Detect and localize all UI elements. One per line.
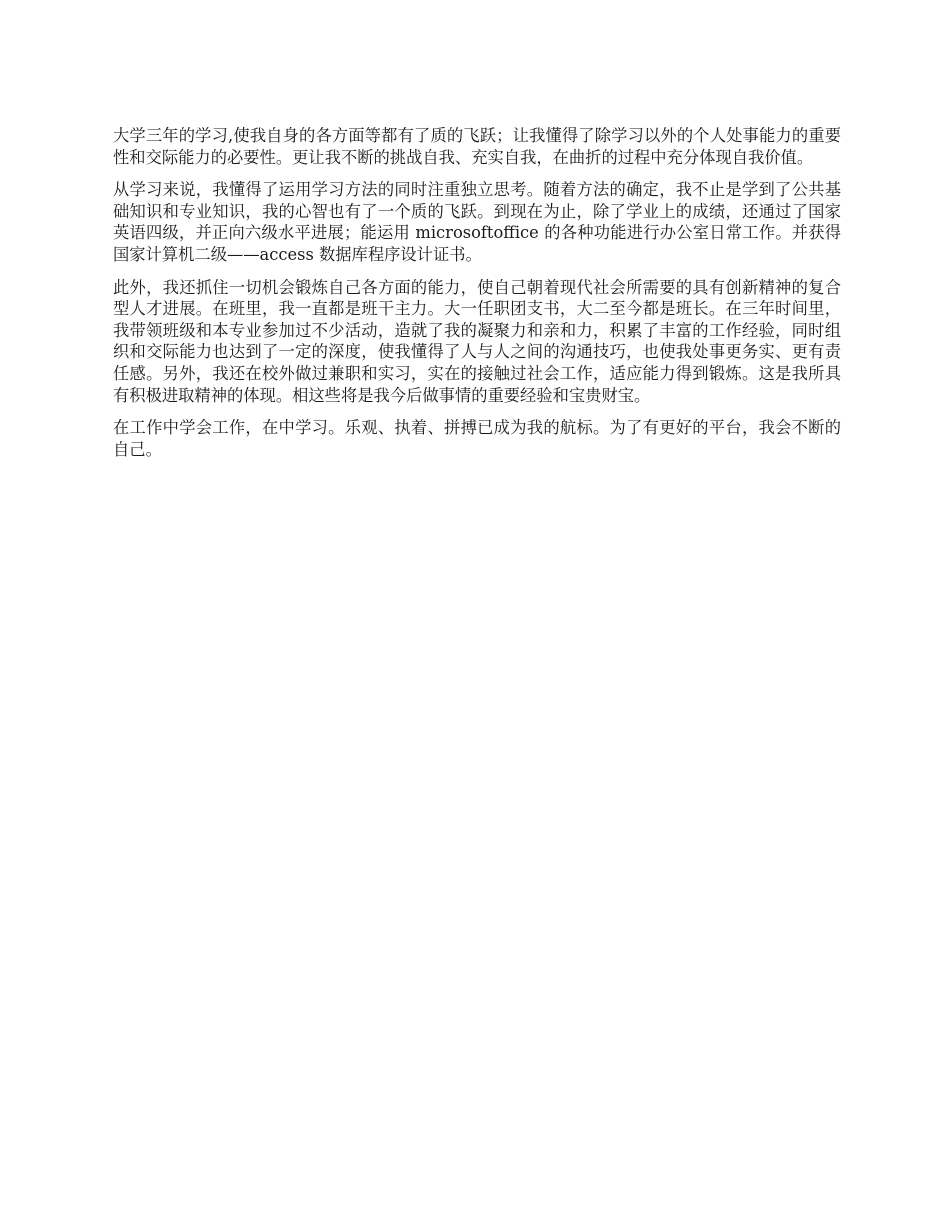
paragraph-3: 此外，我还抓住一切机会锻炼自己各方面的能力，使自己朝着现代社会所需要的具有创新精神的复合型人才进展。在班里，我一直都是班干主力。大一任职团支书，大二至今都是班长。在三年时间里，我带领班级和本专业参加过不少活动，造就了我的凝聚力和亲和力，积累了丰富的工作经验，同时组织和交际能力也达到了一定的深度，使我懂得了人与人之间的沟通技巧，也使我处事更务实、更有责任感。另外，我还在校外做过兼职和实习，实在的接触过社会工作，适应能力得到锻炼。这是我所具有积极进取精神的体现。相这些将是我今后做事情的重要经验和宝贵财宝。 (113, 277, 841, 405)
paragraph-2: 从学习来说，我懂得了运用学习方法的同时注重独立思考。随着方法的确定，我不止是学到了公共基础知识和专业知识，我的心智也有了一个质的飞跃。到现在为止，除了学业上的成绩，还通过了国家英语四级，并正向六级水平进展；能运用 microsoftoffice 的各种功能进行办公室日常工作。并获得国家计算机二级——access 数据库程序设计证书。 (113, 180, 841, 264)
document-body (113, 125, 841, 471)
paragraph-4: 在工作中学会工作，在中学习。乐观、执着、拼搏已成为我的航标。为了有更好的平台，我会不断的自己。 (113, 418, 841, 459)
paragraph-1: 大学三年的学习,使我自身的各方面等都有了质的飞跃；让我懂得了除学习以外的个人处事能力的重要性和交际能力的必要性。更让我不断的挑战自我、充实自我，在曲折的过程中充分体现自我价值。 (113, 126, 841, 167)
